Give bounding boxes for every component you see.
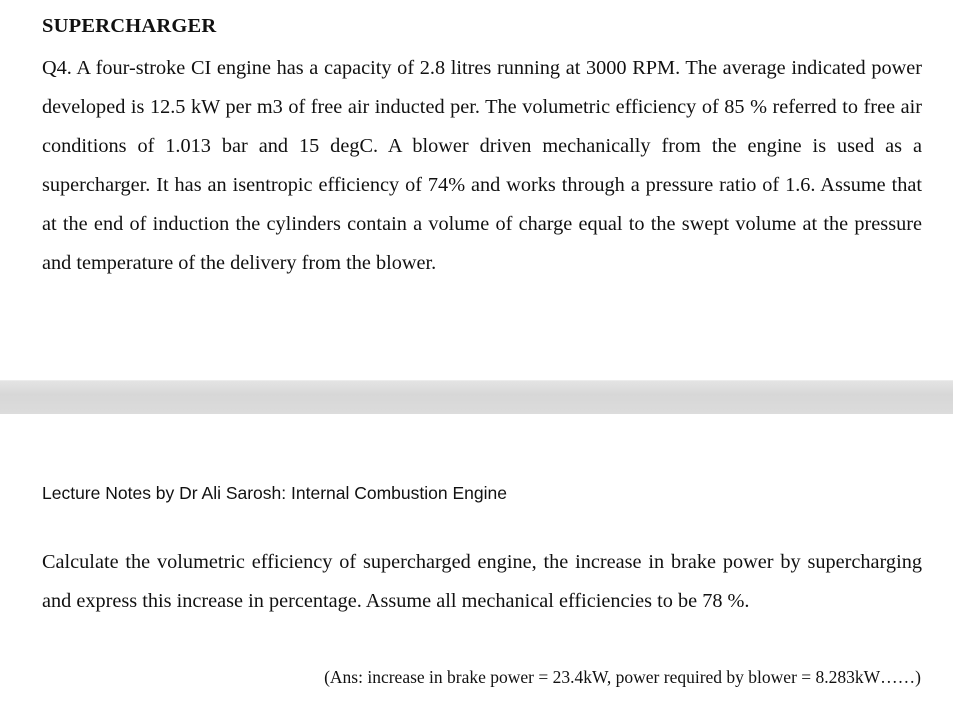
calculation-paragraph: Calculate the volumetric efficiency of supercharged engine, the increase in brake power by supercharging and express this increase in percentage. Assume all mechanical efficiencies to be 78 %. <box>42 551 922 612</box>
document-page-bottom <box>0 414 953 702</box>
question-paragraph: Q4. A four-stroke CI engine has a capacity of 2.8 litres running at 3000 RPM. The average indicated power developed is 12.5 kW per m3 of free air inducted per. The volumetric efficiency of 85 % referred to free air conditions of 1.013 bar and 15 degC. A blower driven mechanically from the engine is used as a supercharger. It has an isentropic efficiency of 74% and works through a pressure ratio of 1.6. Assume that at the end of induction the cylinders contain a volume of charge equal to the swept volume at the pressure and temperature of the delivery from the blower. <box>42 57 922 274</box>
section-heading: SUPERCHARGER <box>42 15 217 37</box>
answer-line: (Ans: increase in brake power = 23.4kW, power required by blower = 8.283kW……) <box>324 667 921 687</box>
lecture-notes-header: Lecture Notes by Dr Ali Sarosh: Internal Combustion Engine <box>42 483 507 503</box>
page-break-divider <box>0 380 953 416</box>
